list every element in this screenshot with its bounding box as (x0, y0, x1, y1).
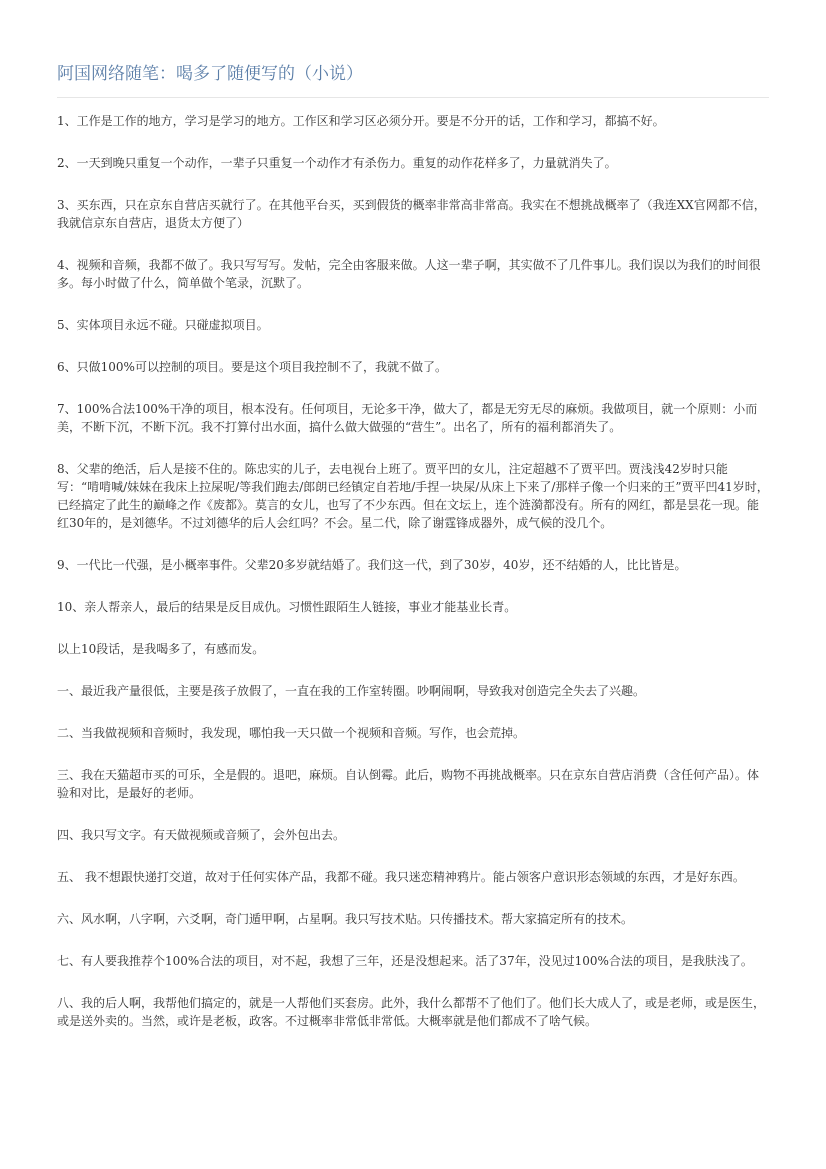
paragraph: 9、一代比一代强，是小概率事件。父辈20多岁就结婚了。我们这一代，到了30岁，40岁，还不结婚的人，比比皆是。 (57, 558, 687, 572)
paragraph: 5、实体项目永远不碰。只碰虚拟项目。 (57, 318, 269, 332)
paragraph: 4、视频和音频，我都不做了。我只写写写。发帖，完全由客服来做。人这一辈子啊，其实做不了几件事儿。我们误以为我们的时间很多。每小时做了什么，简单做个笔录，沉默了。 (57, 258, 761, 290)
paragraph: 四、我只写文字。有天做视频或音频了，会外包出去。 (57, 828, 346, 842)
paragraph: 1、工作是工作的地方，学习是学习的地方。工作区和学习区必须分开。要是不分开的话，工作和学习，都搞不好。 (57, 114, 665, 128)
paragraph: 以上10段话，是我喝多了，有感而发。 (57, 642, 265, 656)
paragraph: 10、亲人帮亲人，最后的结果是反目成仇。习惯性跟陌生人链接，事业才能基业长青。 (57, 600, 517, 614)
paragraph: 八、我的后人啊，我帮他们搞定的，就是一人帮他们买套房。此外，我什么都帮不了他们了。他们长大成人了，或是老师，或是医生，或是送外卖的。当然，或许是老板，政客。不过概率非常低非常低。大概率就是他们都成不了啥气候。 (57, 996, 766, 1028)
paragraph: 六、风水啊，八字啊，六爻啊，奇门遁甲啊，占星啊。我只写技术贴。只传播技术。帮大家搞定所有的技术。 (57, 912, 634, 926)
paragraph: 三、我在天猫超市买的可乐，全是假的。退吧，麻烦。自认倒霉。此后，购物不再挑战概率。只在京东自营店消费（含任何产品）。体验和对比，是最好的老师。 (57, 768, 760, 800)
article (57, 62, 769, 1054)
paragraph: 3、买东西，只在京东自营店买就行了。在其他平台买，买到假货的概率非常高非常高。我实在不想挑战概率了（我连XX官网都不信，我就信京东自营店，退货太方便了） (57, 198, 766, 230)
paragraph: 二、当我做视频和音频时，我发现，哪怕我一天只做一个视频和音频。写作，也会荒掉。 (57, 726, 526, 740)
paragraph: 2、一天到晚只重复一个动作，一辈子只重复一个动作才有杀伤力。重复的动作花样多了，力量就消失了。 (57, 156, 617, 170)
article-title: 阿国网络随笔：喝多了随便写的（小说） (57, 62, 769, 98)
paragraph: 五、 我不想跟快递打交道，故对于任何实体产品，我都不碰。我只迷恋精神鸦片。能占领客户意识形态领域的东西，才是好东西。 (57, 870, 745, 884)
paragraph: 七、有人要我推荐个100%合法的项目，对不起，我想了三年，还是没想起来。活了37年，没见过100%合法的项目，是我肤浅了。 (57, 954, 753, 968)
paragraph: 7、100%合法100%干净的项目，根本没有。任何项目，无论多干净，做大了，都是无穷无尽的麻烦。我做项目，就一个原则：小而美，不断下沉，不断下沉。我不打算付出水面，搞什么做大做强的“营生”。出名了，所有的福利都消失了。 (57, 402, 758, 434)
article-body (57, 112, 769, 1030)
paragraph: 8、父辈的绝活，后人是接不住的。陈忠实的儿子，去电视台上班了。贾平凹的女儿，注定超越不了贾平凹。贾浅浅42岁时只能写：“啃啃喊/妹妹在我床上拉屎呢/等我们跑去/郎朗已经镇定自若地/手捏一块屎/从床上下来了/那样子像一个归来的王”贾平凹41岁时，已经搞定了此生的巅峰之作《废都》。莫言的女儿，也写了不少东西。但在文坛上，连个涟漪都没有。所有的网红，都是昙花一现。能红30年的，是刘德华。不过刘德华的后人会红吗？不会。星二代，除了谢霆锋成器外，成气候的没几个。 (57, 462, 769, 530)
paragraph: 一、最近我产量很低，主要是孩子放假了，一直在我的工作室转圈。吵啊闹啊，导致我对创造完全失去了兴趣。 (57, 684, 646, 698)
paragraph: 6、只做100%可以控制的项目。要是这个项目我控制不了，我就不做了。 (57, 360, 447, 374)
